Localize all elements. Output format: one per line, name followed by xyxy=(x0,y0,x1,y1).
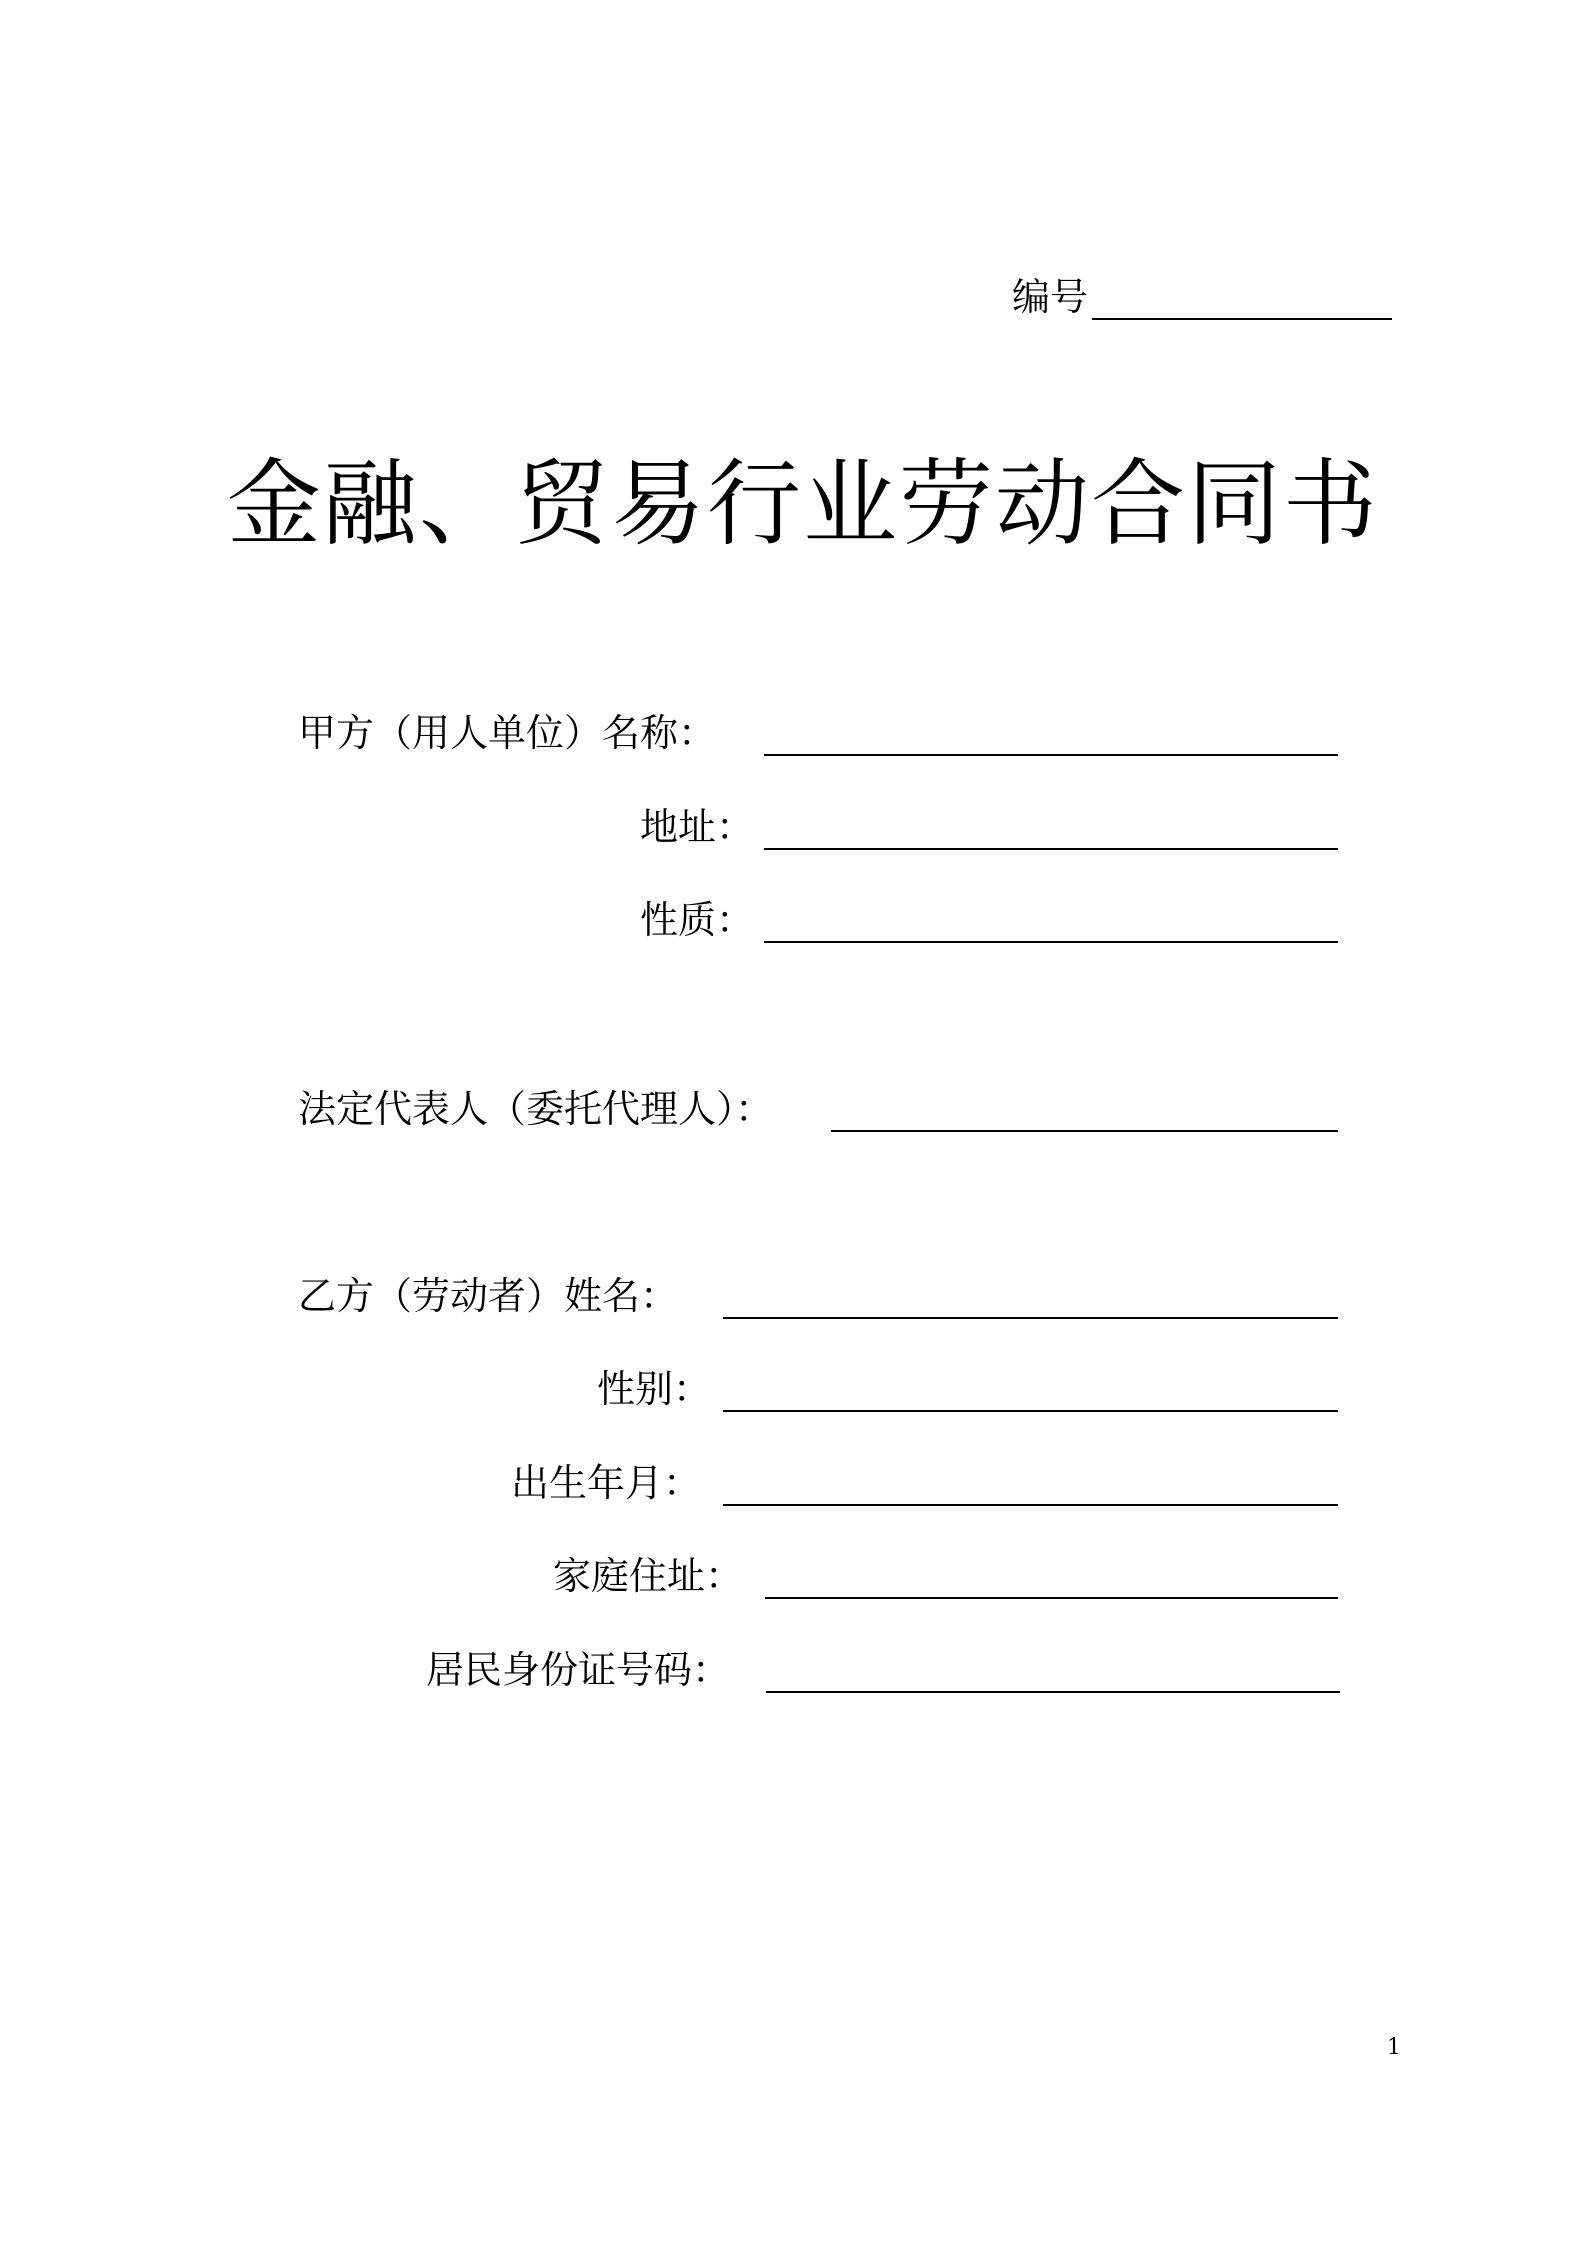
party-a-nature-field xyxy=(640,898,1340,942)
party-b-gender-field xyxy=(597,1367,1338,1411)
representative-field xyxy=(298,1087,1338,1131)
party-a-address-field xyxy=(640,805,1340,849)
party-b-birth-field xyxy=(511,1461,1338,1505)
party-b-home-address-blank xyxy=(765,1597,1338,1599)
representative-label: 法定代表人（委托代理人）： xyxy=(298,1087,774,1131)
party-b-birth-label: 出生年月： xyxy=(511,1461,702,1505)
party-a-address-label: 地址： xyxy=(640,805,755,849)
party-a-name-field xyxy=(298,711,1338,755)
representative-blank xyxy=(831,1130,1338,1132)
serial-number-label: 编号 xyxy=(1012,275,1089,319)
document-title: 金融、贸易行业劳动合同书 xyxy=(226,450,1379,559)
party-b-name-label: 乙方（劳动者）姓名： xyxy=(298,1274,679,1318)
party-b-gender-label: 性别： xyxy=(597,1367,712,1411)
party-b-id-number-label: 居民身份证号码： xyxy=(426,1648,731,1692)
party-a-name-label: 甲方（用人单位）名称： xyxy=(298,711,717,755)
party-b-id-number-field xyxy=(426,1648,1340,1692)
party-b-home-address-label: 家庭住址： xyxy=(553,1554,744,1598)
party-b-birth-blank xyxy=(723,1504,1338,1506)
party-a-address-blank xyxy=(764,848,1338,850)
party-a-nature-blank xyxy=(764,941,1338,943)
serial-number-blank xyxy=(1092,318,1392,320)
party-b-id-number-blank xyxy=(766,1691,1340,1693)
page-number: 1 xyxy=(1387,2035,1401,2060)
serial-number-field xyxy=(1012,275,1392,319)
party-a-nature-label: 性质： xyxy=(640,898,755,942)
party-b-name-blank xyxy=(723,1317,1338,1319)
party-b-name-field xyxy=(298,1274,1338,1318)
party-b-gender-blank xyxy=(723,1410,1338,1412)
party-a-name-blank xyxy=(764,754,1338,756)
party-b-home-address-field xyxy=(553,1554,1338,1598)
